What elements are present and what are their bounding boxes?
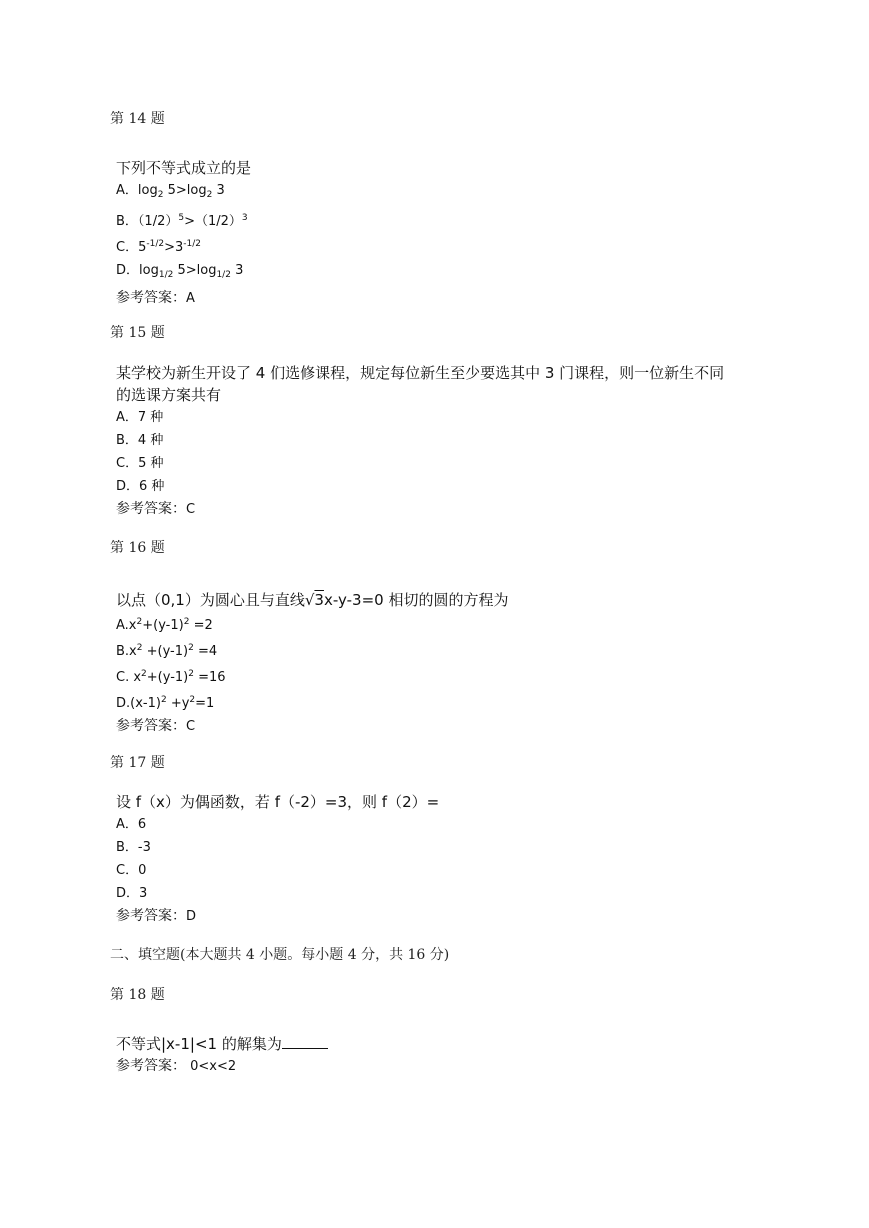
- question-14-heading: 第 14 题: [110, 111, 165, 127]
- question-15: [116, 362, 724, 521]
- question-14-option-c: C．$5^{-1/2}>3^{-1/2}$: [116, 239, 201, 255]
- question-17-option-a: A．6: [116, 817, 147, 832]
- question-16-option-a: $A.x^2+(y-1)^2 =2$: [116, 617, 213, 633]
- question-15-option-d: D．6 种: [116, 479, 165, 494]
- question-17-answer: 参考答案：D: [116, 908, 197, 924]
- question-15-stem-line2: 的选课方案共有: [116, 386, 222, 404]
- question-14-stem: 下列不等式成立的是: [116, 159, 252, 177]
- question-17-stem: 设 f（x）为偶函数，若 f（-2）=3，则 f（2）=: [116, 793, 440, 811]
- section-2-title: 二、填空题(本大题共 4 小题。每小题 4 分，共 16 分): [110, 947, 450, 963]
- question-18-stem: 不等式|x-1|<1 的解集为: [116, 1033, 328, 1055]
- question-16-stem: 以点（0,1）为圆心且与直线√3x-y-3=0 相切的圆的方程为: [116, 591, 509, 609]
- question-18-answer: 参考答案： 0<x<2: [116, 1058, 237, 1074]
- question-15-stem-line1: 某学校为新生开设了 4 们选修课程，规定每位新生至少要选其中 3 门课程，则一位新生不同: [116, 364, 725, 382]
- question-17-option-c: C．0: [116, 863, 147, 878]
- question-15-option-c: C．5 种: [116, 456, 164, 471]
- question-17-heading: 第 17 题: [110, 755, 165, 771]
- question-14: [116, 157, 251, 310]
- question-16-option-b: $B.x^2 +(y-1)^2 =4$: [116, 643, 218, 659]
- question-14-option-d: D．$\log_{1/2} 5>\log_{1/2}$ 3: [116, 263, 244, 280]
- question-14-option-b: B．$(1/2)^5>(1/2)^3$: [116, 213, 248, 229]
- question-18-heading: 第 18 题: [110, 987, 165, 1003]
- answer-blank: [282, 1036, 328, 1049]
- question-16: [116, 589, 508, 738]
- question-17-option-b: B．-3: [116, 840, 151, 855]
- sqrt-symbol: √: [304, 591, 315, 609]
- question-16-heading: 第 16 题: [110, 540, 165, 556]
- question-14-answer: 参考答案：A: [116, 290, 195, 306]
- question-17: [116, 791, 439, 928]
- question-16-answer: 参考答案：C: [116, 718, 196, 734]
- question-17-option-d: D．3: [116, 886, 148, 901]
- question-15-answer: 参考答案：C: [116, 501, 196, 517]
- question-15-option-a: A．7 种: [116, 410, 164, 425]
- question-15-heading: 第 15 题: [110, 325, 165, 341]
- question-16-option-d: $D.(x-1)^2 +y^2=1$: [116, 695, 215, 711]
- question-18: [116, 1033, 328, 1078]
- question-15-option-b: B．4 种: [116, 433, 164, 448]
- question-16-option-c: C. $x^2+(y-1)^2 =16$: [116, 669, 226, 685]
- question-14-option-a: A．$\log_2 5>\log_2$ 3: [116, 183, 225, 200]
